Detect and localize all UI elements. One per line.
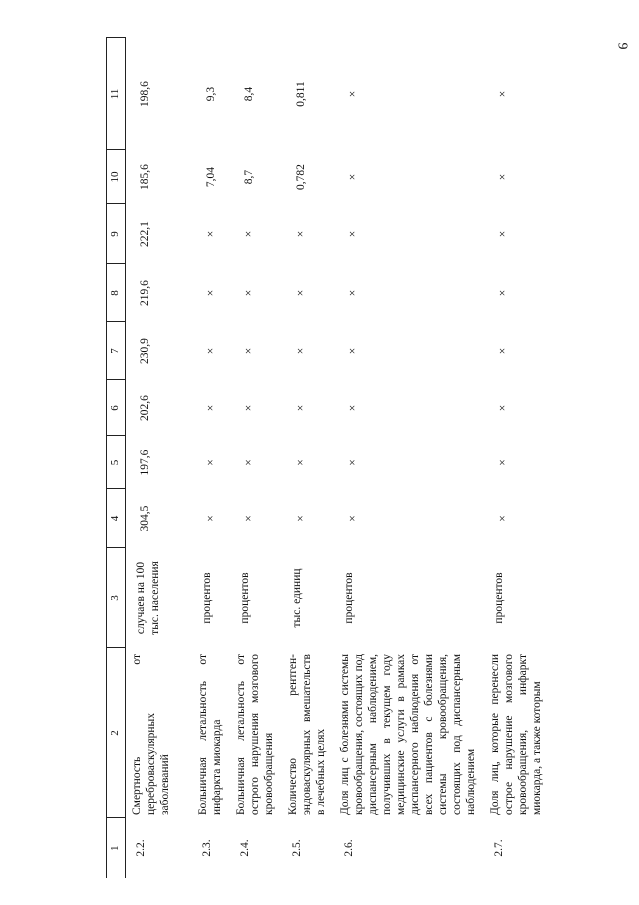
cell-value: 197,6: [139, 449, 151, 476]
cell-value: ×: [243, 459, 256, 466]
cell-value: ×: [497, 347, 510, 355]
cell-value: ×: [205, 459, 217, 466]
cell-value: ×: [347, 90, 360, 98]
col-header: 10: [107, 150, 126, 204]
row-unit: тыс. единиц: [291, 568, 304, 628]
cell-value: ×: [347, 404, 360, 412]
cell-value: ×: [205, 347, 217, 355]
cell-value: 230,9: [139, 338, 151, 364]
cell-value: 304,5: [139, 505, 151, 532]
table-row: [192, 38, 230, 878]
cell-value: 202,6: [139, 395, 151, 421]
table-row: [484, 38, 550, 878]
row-code: 2.6.: [343, 839, 356, 857]
cell-value: ×: [497, 173, 510, 181]
row-code: 2.4.: [239, 839, 252, 857]
row-code: 2.3.: [201, 839, 213, 857]
cell-value: ×: [347, 515, 360, 522]
col-header: 9: [107, 204, 126, 264]
cell-value: ×: [295, 347, 308, 355]
cell-value: ×: [205, 230, 217, 238]
row-name: Больничная летальность от острого нарушения мозгового кровообращения: [235, 654, 276, 815]
col-header: 8: [107, 264, 126, 322]
cell-value: ×: [295, 289, 308, 297]
col-header: 3: [107, 548, 126, 648]
row-code: 2.5.: [291, 839, 304, 857]
cell-value: ×: [347, 347, 360, 355]
cell-value: ×: [243, 515, 256, 522]
table-row: [282, 38, 334, 878]
col-header: 2: [107, 648, 126, 818]
table-row: [230, 38, 282, 878]
row-name: Смертность от цереброваскулярных заболеваний: [131, 654, 172, 815]
cell-value: 9,3: [205, 86, 217, 102]
cell-value: 222,1: [139, 221, 151, 247]
cell-value: ×: [347, 230, 360, 238]
cell-value: ×: [347, 289, 360, 297]
cell-value: ×: [497, 404, 510, 412]
row-unit: процентов: [343, 572, 356, 624]
cell-value: 8,7: [243, 169, 256, 185]
row-name: Количество рентген-эндоваскулярных вмешательств в лечебных целях: [287, 654, 328, 815]
cell-value: 0,811: [295, 81, 308, 107]
cell-value: ×: [497, 90, 510, 98]
cell-value: 185,6: [139, 164, 151, 190]
cell-value: ×: [295, 515, 308, 522]
table-row: [126, 38, 193, 878]
cell-value: ×: [205, 289, 217, 297]
cell-value: ×: [497, 515, 510, 522]
row-name: Больничная летальность от инфаркта миокарда: [197, 654, 224, 815]
indicators-table: [106, 38, 550, 879]
page-number: 9: [614, 42, 630, 50]
row-unit: процентов: [493, 572, 506, 624]
col-header: 5: [107, 436, 126, 489]
row-unit: процентов: [201, 572, 213, 624]
rotated-table-content: [106, 38, 626, 878]
cell-value: ×: [243, 404, 256, 412]
col-header: 7: [107, 322, 126, 380]
cell-value: ×: [497, 459, 510, 466]
cell-value: ×: [295, 459, 308, 466]
row-code: 2.2.: [135, 839, 147, 857]
cell-value: ×: [497, 289, 510, 297]
header-row: [107, 38, 126, 878]
row-name: Доля лиц, которые перенесли острое нарушение мозгового кровообращения, инфаркт миокарда, а также которым: [489, 654, 544, 815]
cell-value: 0,782: [295, 164, 308, 190]
cell-value: ×: [295, 230, 308, 238]
rotated-table-frame: [106, 38, 626, 878]
cell-value: ×: [205, 515, 217, 522]
cell-value: ×: [243, 289, 256, 297]
col-header: 1: [107, 818, 126, 878]
cell-value: ×: [243, 230, 256, 238]
col-header: 6: [107, 380, 126, 436]
row-name: Доля лиц с болезнями системы кровообращения, состоящих под диспансерным наблюдением, получивших в текущем году медицинские услуги в рамках диспансерного наблюдения от всех пациентов с болезнями системы кровообращения, состоящих под диспансерным наблюдением: [339, 654, 478, 815]
cell-value: ×: [347, 459, 360, 466]
col-header: 4: [107, 489, 126, 548]
cell-value: 7,04: [205, 166, 217, 188]
cell-value: ×: [295, 404, 308, 412]
cell-value: 219,6: [139, 280, 151, 306]
col-header: 11: [107, 38, 126, 150]
cell-value: ×: [243, 347, 256, 355]
cell-value: ×: [497, 230, 510, 238]
row-unit: процентов: [239, 572, 252, 624]
cell-value: 198,6: [139, 81, 151, 107]
cell-value: 8,4: [243, 86, 256, 102]
row-unit: случаев на 100 тыс. населения: [135, 561, 162, 635]
table-row: [334, 38, 484, 878]
cell-value: ×: [347, 173, 360, 181]
cell-value: ×: [205, 404, 217, 412]
row-code: 2.7.: [493, 839, 506, 857]
